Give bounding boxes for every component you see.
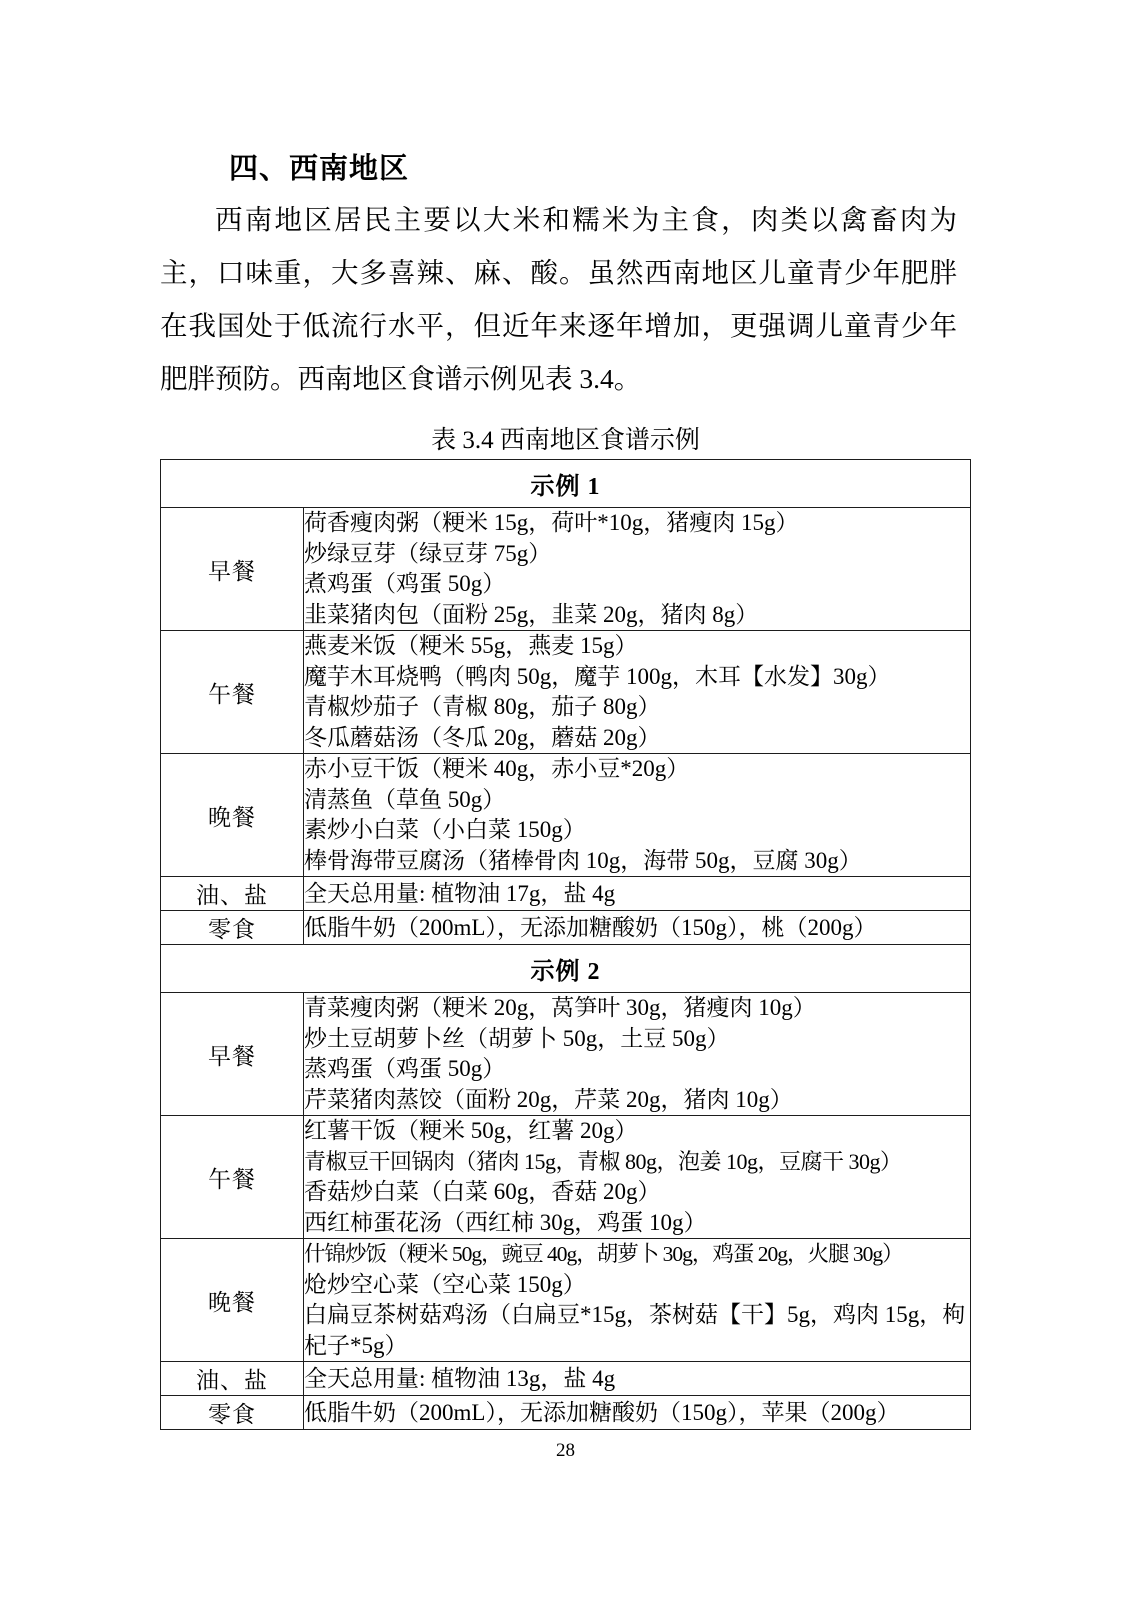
meal-label-lunch-1: 午餐 bbox=[161, 631, 304, 754]
meal-content-lunch-2 bbox=[304, 1116, 971, 1239]
meal-content-breakfast-1 bbox=[304, 508, 971, 631]
dish-list bbox=[304, 754, 970, 876]
table-row-dinner-1 bbox=[161, 754, 971, 877]
meal-label-snack-2: 零食 bbox=[161, 1396, 304, 1430]
meal-content-oil-salt-2 bbox=[304, 1362, 971, 1396]
table-row-example-1-header bbox=[161, 460, 971, 508]
dish-line: 全天总用量: 植物油 13g，盐 4g bbox=[304, 1366, 616, 1391]
dish-list bbox=[304, 1116, 970, 1238]
dish-line: 全天总用量: 植物油 17g，盐 4g bbox=[304, 881, 616, 906]
meal-content-snack-1 bbox=[304, 911, 971, 945]
dish-line: 西红柿蛋花汤（西红柿 30g，鸡蛋 10g） bbox=[304, 1209, 707, 1235]
dish-list bbox=[304, 878, 970, 909]
table-row-dinner-2 bbox=[161, 1239, 971, 1362]
page-number: 28 bbox=[556, 1440, 575, 1461]
dish-line: 燕麦米饭（粳米 55g，燕麦 15g） bbox=[304, 633, 638, 658]
dish-line: 什锦炒饭（粳米 50g，豌豆 40g，胡萝卜 30g，鸡蛋 20g，火腿 30g） bbox=[304, 1242, 903, 1266]
meal-label-snack-1: 零食 bbox=[161, 911, 304, 945]
dish-line: 荷香瘦肉粥（粳米 15g，荷叶*10g，猪瘦肉 15g） bbox=[304, 510, 799, 535]
dish-line: 棒骨海带豆腐汤（猪棒骨肉 10g，海带 50g，豆腐 30g） bbox=[304, 847, 862, 873]
table-row-lunch-1 bbox=[161, 631, 971, 754]
dish-list bbox=[304, 1239, 970, 1361]
table-row-breakfast-2 bbox=[161, 993, 971, 1116]
dish-list bbox=[304, 912, 970, 943]
meal-content-lunch-1 bbox=[304, 631, 971, 754]
meal-label-dinner-2: 晚餐 bbox=[161, 1239, 304, 1362]
dish-line: 青椒豆干回锅肉（猪肉 15g，青椒 80g，泡姜 10g，豆腐干 30g） bbox=[304, 1148, 902, 1174]
dish-line: 素炒小白菜（小白菜 150g） bbox=[304, 817, 586, 842]
dish-line: 香菇炒白菜（白菜 60g，香菇 20g） bbox=[304, 1179, 661, 1204]
meal-label-oil-salt-1: 油、盐 bbox=[161, 877, 304, 911]
table-row-oil-salt-1 bbox=[161, 877, 971, 911]
table-row-snack-1 bbox=[161, 911, 971, 945]
meal-content-breakfast-2 bbox=[304, 993, 971, 1116]
dish-line: 低脂牛奶（200mL），无添加糖酸奶（150g），苹果（200g） bbox=[304, 1400, 900, 1425]
dish-line: 煮鸡蛋（鸡蛋 50g） bbox=[304, 571, 506, 596]
dish-list bbox=[304, 1363, 970, 1394]
dish-list bbox=[304, 631, 970, 753]
dish-line: 蒸鸡蛋（鸡蛋 50g） bbox=[304, 1056, 506, 1081]
meal-content-oil-salt-1 bbox=[304, 877, 971, 911]
meal-label-breakfast-2: 早餐 bbox=[161, 993, 304, 1116]
dish-line: 韭菜猪肉包（面粉 25g，韭菜 20g，猪肉 8g） bbox=[304, 601, 759, 627]
dish-line: 青椒炒茄子（青椒 80g，茄子 80g） bbox=[304, 694, 661, 719]
dish-line: 炒土豆胡萝卜丝（胡萝卜 50g，土豆 50g） bbox=[304, 1025, 730, 1051]
dish-line: 赤小豆干饭（粳米 40g，赤小豆*20g） bbox=[304, 756, 690, 781]
meal-label-lunch-2: 午餐 bbox=[161, 1116, 304, 1239]
dish-list bbox=[304, 508, 970, 630]
example-2-header: 示例 2 bbox=[161, 945, 971, 993]
recipe-table bbox=[160, 459, 971, 1430]
intro-paragraph: 西南地区居民主要以大米和糯米为主食，肉类以禽畜肉为主，口味重，大多喜辣、麻、酸。虽然西南地区儿童青少年肥胖在我国处于低流行水平，但近年来逐年增加，更强调儿童青少年肥胖预防。西南地区食谱示例见表 3.4。 bbox=[160, 204, 957, 394]
table-caption: 表 3.4 西南地区食谱示例 bbox=[431, 427, 700, 454]
dish-line: 低脂牛奶（200mL），无添加糖酸奶（150g），桃（200g） bbox=[304, 915, 877, 940]
dish-line: 芹菜猪肉蒸饺（面粉 20g，芹菜 20g，猪肉 10g） bbox=[304, 1086, 793, 1112]
meal-label-breakfast-1: 早餐 bbox=[161, 508, 304, 631]
section-heading: 四、西南地区 bbox=[229, 153, 410, 185]
table-row-snack-2 bbox=[161, 1396, 971, 1430]
meal-label-oil-salt-2: 油、盐 bbox=[161, 1362, 304, 1396]
table-row-example-2-header bbox=[161, 945, 971, 993]
meal-content-snack-2 bbox=[304, 1396, 971, 1430]
example-1-header: 示例 1 bbox=[161, 460, 971, 508]
table-row-lunch-2 bbox=[161, 1116, 971, 1239]
meal-content-dinner-1 bbox=[304, 754, 971, 877]
dish-line: 清蒸鱼（草鱼 50g） bbox=[304, 786, 506, 812]
dish-line: 红薯干饭（粳米 50g，红薯 20g） bbox=[304, 1118, 638, 1143]
dish-list bbox=[304, 993, 970, 1115]
dish-line: 青菜瘦肉粥（粳米 20g，莴笋叶 30g，猪瘦肉 10g） bbox=[304, 995, 816, 1020]
table-row-oil-salt-2 bbox=[161, 1362, 971, 1396]
meal-content-dinner-2 bbox=[304, 1239, 971, 1362]
dish-line: 炝炒空心菜（空心菜 150g） bbox=[304, 1271, 586, 1297]
dish-line: 魔芋木耳烧鸭（鸭肉 50g，魔芋 100g，木耳【水发】30g） bbox=[304, 663, 891, 689]
meal-label-dinner-1: 晚餐 bbox=[161, 754, 304, 877]
dish-line: 冬瓜蘑菇汤（冬瓜 20g，蘑菇 20g） bbox=[304, 724, 661, 750]
table-row-breakfast-1 bbox=[161, 508, 971, 631]
dish-line: 炒绿豆芽（绿豆芽 75g） bbox=[304, 540, 552, 566]
dish-line: 白扁豆茶树菇鸡汤（白扁豆*15g，茶树菇【干】5g，鸡肉 15g，枸杞子*5g） bbox=[304, 1302, 966, 1358]
dish-list bbox=[304, 1397, 970, 1428]
